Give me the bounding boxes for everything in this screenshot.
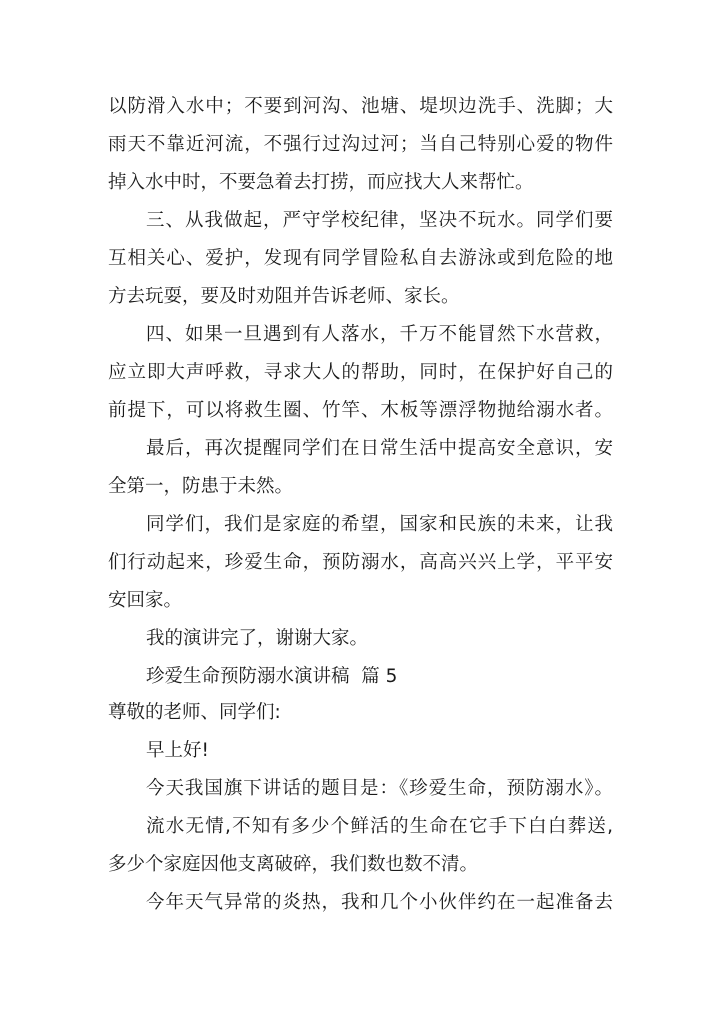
text-line: 多少个家庭因他支离破碎，我们数也数不清。 [108,854,479,875]
text-line: 三、从我做起，严守学校纪律，坚决不玩水。同学们要 [146,210,613,231]
text-line: 今天我国旗下讲话的题目是：《珍爱生命，预防溺水》。 [146,778,613,799]
text-line: 们行动起来，珍爱生命，预防溺水，高高兴兴上学，平平安 [108,552,613,573]
greeting: 早上好! [146,740,209,761]
text-line: 最后，再次提醒同学们在日常生活中提高安全意识，安 [146,438,613,459]
text-line: 同学们，我们是家庭的希望，国家和民族的未来，让我 [146,514,613,535]
salutation: 尊敬的老师、同学们: [108,702,281,723]
text-line: 流水无情,不知有多少个鲜活的生命在它手下白白葬送, [146,816,613,837]
text-line: 安回家。 [108,590,183,611]
text-line: 今年天气异常的炎热，我和几个小伙伴约在一起准备去 [146,892,613,913]
text-line: 互相关心、爱护，发现有同学冒险私自去游泳或到危险的地 [108,248,613,269]
section-heading: 珍爱生命预防溺水演讲稿 篇 5 [146,666,398,687]
text-line: 我的演讲完了，谢谢大家。 [146,628,369,649]
text-line: 以防滑入水中；不要到河沟、池塘、堤坝边洗手、洗脚；大 [108,96,613,117]
text-line: 四、如果一旦遇到有人落水，千万不能冒然下水营救， [146,324,613,345]
text-line: 雨天不靠近河流，不强行过沟过河；当自己特别心爱的物件 [108,134,613,155]
text-line: 前提下，可以将救生圈、竹竿、木板等漂浮物抛给溺水者。 [108,400,613,421]
text-line: 全第一，防患于未然。 [108,476,294,497]
text-line: 掉入水中时，不要急着去打捞，而应找大人来帮忙。 [108,172,534,193]
text-line: 应立即大声呼救，寻求大人的帮助，同时，在保护好自己的 [108,362,613,383]
text-line: 方去玩耍，要及时劝阻并告诉老师、家长。 [108,286,460,307]
